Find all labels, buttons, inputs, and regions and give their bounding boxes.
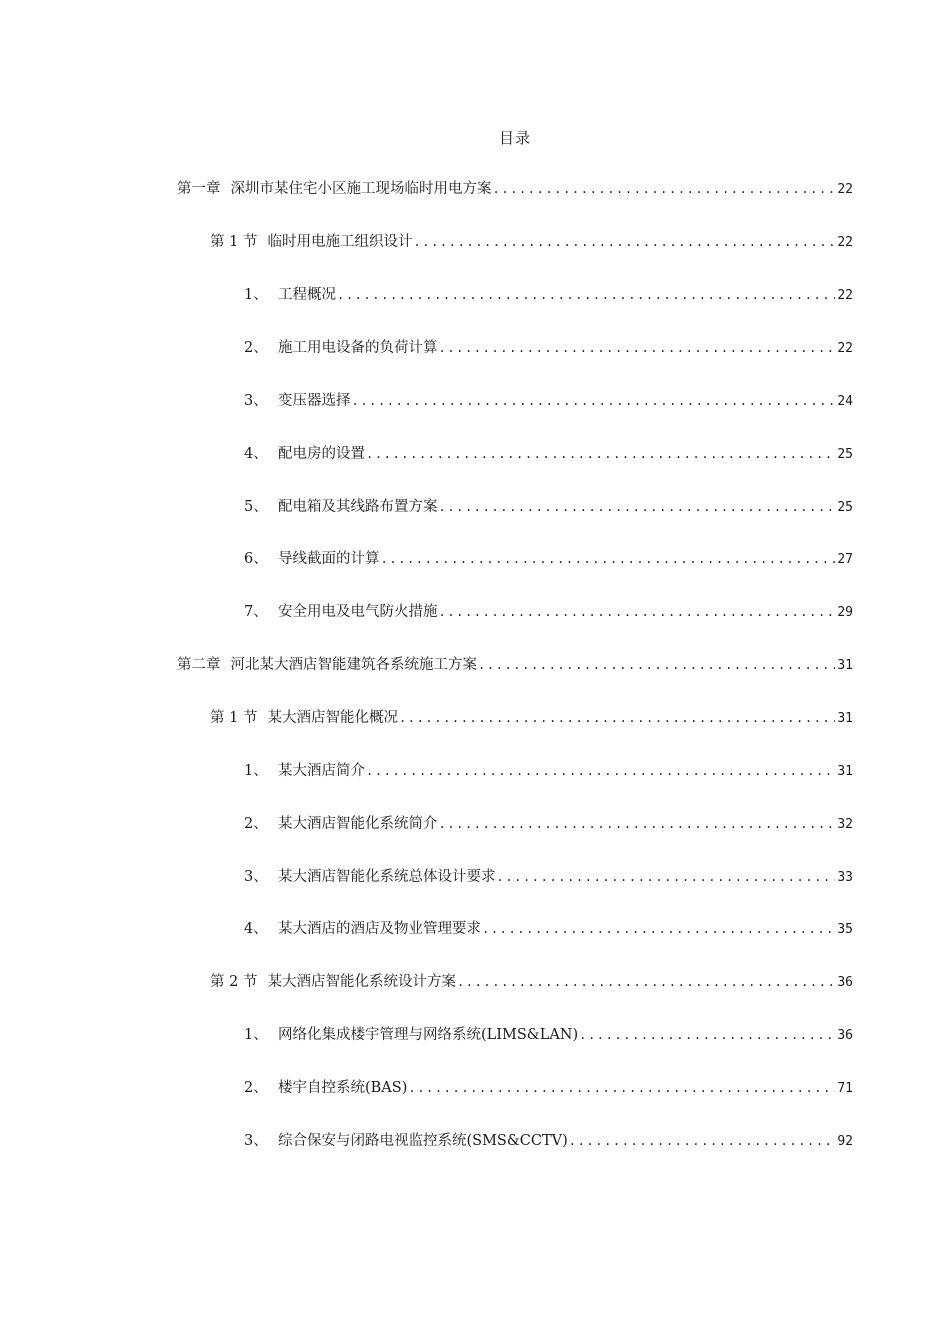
toc-entry-number: 2、	[244, 340, 268, 356]
toc-entry-item[interactable]	[244, 1024, 853, 1046]
toc-entry-number: 2、	[244, 1080, 268, 1096]
toc-entry-number: 4、	[244, 446, 268, 462]
toc-entry-item[interactable]	[244, 284, 853, 306]
toc-entry-page: 36	[837, 975, 853, 990]
toc-entry-item[interactable]	[244, 443, 853, 465]
toc-entry-number: 6、	[244, 551, 268, 567]
toc-entry-page: 25	[837, 447, 853, 462]
toc-entry-text: 某大酒店智能化系统简介	[278, 816, 438, 832]
toc-entry-number: 第 1 节	[210, 234, 258, 250]
toc-entry-text: 工程概况	[278, 287, 336, 303]
toc-entry-number: 3、	[244, 393, 268, 409]
toc-entry-number: 7、	[244, 604, 268, 620]
toc-dot-leader	[337, 284, 835, 306]
toc-entry-item[interactable]	[244, 601, 853, 623]
toc-entry-page: 92	[837, 1134, 853, 1149]
toc-dot-leader	[439, 496, 836, 518]
toc-entry-page: 35	[837, 922, 853, 937]
toc-entry-text: 配电箱及其线路布置方案	[278, 499, 438, 515]
toc-entry-number: 第 2 节	[210, 974, 258, 990]
toc-entry-chapter[interactable]	[177, 178, 853, 200]
toc-dot-leader	[579, 1024, 835, 1046]
toc-entry-page: 22	[837, 288, 853, 303]
toc-entry-page: 22	[837, 341, 853, 356]
toc-entry-text: 施工用电设备的负荷计算	[278, 340, 438, 356]
toc-dot-leader	[482, 918, 835, 940]
toc-entry-text: 变压器选择	[278, 393, 351, 409]
toc-entry-page: 33	[837, 870, 853, 885]
toc-entry-number: 3、	[244, 869, 268, 885]
toc-dot-leader	[439, 337, 836, 359]
toc-entry-page: 22	[837, 235, 853, 250]
toc-dot-leader	[439, 813, 836, 835]
toc-entry-section[interactable]	[210, 231, 853, 253]
toc-entry-text: 网络化集成楼宇管理与网络系统(LIMS&LAN)	[278, 1027, 579, 1043]
toc-entry-page: 31	[837, 764, 853, 779]
toc-title: 目录	[498, 129, 531, 147]
toc-entry-text: 楼宇自控系统(BAS)	[278, 1080, 408, 1096]
toc-dot-leader	[439, 601, 836, 623]
toc-dot-leader	[497, 866, 836, 888]
toc-entry-page: 31	[837, 658, 853, 673]
toc-entry-page: 31	[837, 711, 853, 726]
toc-dot-leader	[413, 231, 835, 253]
toc-entry-number: 1、	[244, 1027, 268, 1043]
toc-entry-text: 综合保安与闭路电视监控系统(SMS&CCTV)	[278, 1133, 568, 1149]
toc-entry-chapter[interactable]	[177, 654, 853, 676]
toc-dot-leader	[366, 443, 835, 465]
toc-entry-item[interactable]	[244, 813, 853, 835]
toc-entry-text: 安全用电及电气防火措施	[278, 604, 438, 620]
toc-entry-item[interactable]	[244, 337, 853, 359]
toc-entry-number: 第二章	[177, 657, 221, 673]
toc-entry-item[interactable]	[244, 390, 853, 412]
toc-entry-text: 某大酒店智能化系统设计方案	[267, 974, 456, 990]
toc-entry-text: 某大酒店智能化概况	[267, 710, 398, 726]
toc-dot-leader	[493, 178, 836, 200]
toc-entry-number: 3、	[244, 1133, 268, 1149]
toc-entry-number: 2、	[244, 816, 268, 832]
toc-entry-text: 配电房的设置	[278, 446, 365, 462]
toc-entry-item[interactable]	[244, 548, 853, 570]
toc-entry-item[interactable]	[244, 866, 853, 888]
toc-entry-page: 22	[837, 182, 853, 197]
toc-entry-section[interactable]	[210, 971, 853, 993]
toc-entry-number: 1、	[244, 763, 268, 779]
toc-entry-number: 第一章	[177, 181, 221, 197]
toc-entry-page: 24	[837, 394, 853, 409]
toc-entry-section[interactable]	[210, 707, 853, 729]
toc-entry-page: 32	[837, 817, 853, 832]
toc-entry-item[interactable]	[244, 496, 853, 518]
toc-dot-leader	[408, 1077, 835, 1099]
toc-dot-leader	[381, 548, 836, 570]
toc-entry-text: 某大酒店简介	[278, 763, 365, 779]
toc-entry-item[interactable]	[244, 760, 853, 782]
toc-entry-item[interactable]	[244, 1077, 853, 1099]
toc-entry-page: 27	[837, 552, 853, 567]
toc-entry-item[interactable]	[244, 918, 853, 940]
toc-entry-number: 4、	[244, 921, 268, 937]
toc-entry-text: 深圳市某住宅小区施工现场临时用电方案	[230, 181, 492, 197]
toc-entry-page: 71	[837, 1081, 853, 1096]
toc-dot-leader	[366, 760, 835, 782]
toc-entry-number: 1、	[244, 287, 268, 303]
toc-dot-leader	[478, 654, 835, 676]
toc-entry-number: 5、	[244, 499, 268, 515]
toc-entry-number: 第 1 节	[210, 710, 258, 726]
toc-dot-leader	[569, 1130, 836, 1152]
toc-entry-page: 29	[837, 605, 853, 620]
toc-dot-leader	[457, 971, 835, 993]
toc-entry-text: 河北某大酒店智能建筑各系统施工方案	[230, 657, 477, 673]
toc-entry-text: 某大酒店智能化系统总体设计要求	[278, 869, 496, 885]
toc-entry-text: 临时用电施工组织设计	[267, 234, 413, 250]
toc-dot-leader	[399, 707, 835, 729]
toc-entry-page: 36	[837, 1028, 853, 1043]
toc-dot-leader	[352, 390, 836, 412]
toc-entry-page: 25	[837, 500, 853, 515]
toc-entry-text: 某大酒店的酒店及物业管理要求	[278, 921, 481, 937]
toc-entry-text: 导线截面的计算	[278, 551, 380, 567]
toc-entry-item[interactable]	[244, 1130, 853, 1152]
